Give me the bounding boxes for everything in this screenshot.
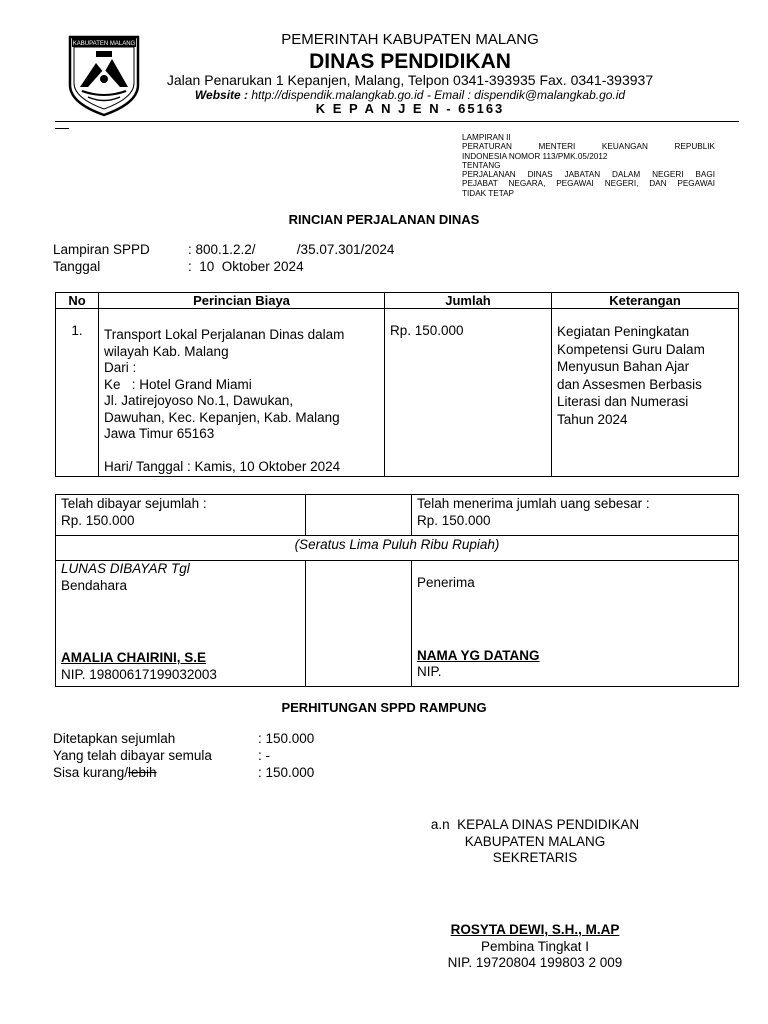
treasurer-role: Bendahara (61, 577, 128, 593)
date-value: : 10 Oktober 2024 (188, 259, 304, 274)
lampiran-line: TENTANG (462, 160, 501, 170)
lampiran-line: LAMPIRAN II (462, 133, 511, 142)
row-amount: Rp. 150.000 (390, 323, 464, 338)
remarks-line: Tahun 2024 (557, 411, 628, 427)
detail-line: wilayah Kab. Malang (104, 343, 229, 359)
col-amount: Jumlah (385, 293, 552, 309)
signatory-nip: NIP. 19720804 199803 2 009 (447, 955, 623, 970)
summary-title: PERHITUNGAN SPPD RAMPUNG (281, 700, 487, 715)
date-label: Tanggal (53, 259, 101, 274)
detail-line: Dari : (104, 360, 137, 375)
detail-line: Transport Lokal Perjalanan Dinas dalam (104, 327, 345, 342)
paid-block (56, 495, 305, 529)
lampiran-block (462, 133, 715, 198)
summary-label-1: Ditetapkan sejumlah (53, 731, 176, 746)
website-label: Website : (194, 88, 249, 102)
remarks-line: Literasi dan Numerasi (557, 394, 689, 409)
receiver-role: Penerima (417, 575, 475, 590)
header-city: K E P A N J E N - 65163 (315, 101, 505, 116)
summary-value-1: : 150.000 (258, 731, 315, 746)
receiver-name: NAMA YG DATANG (417, 647, 540, 663)
row-remarks (552, 309, 738, 428)
header-website (150, 88, 670, 102)
sign-line: SEKRETARIS (492, 850, 578, 865)
detail-line: Dawuhan, Kec. Kepanjen, Kab. Malang (104, 409, 340, 425)
paid-label: Telah dibayar sejumlah : (61, 496, 207, 511)
amount-in-words: (Seratus Lima Puluh Ribu Rupiah) (294, 537, 500, 552)
receiver-nip: NIP. (417, 664, 442, 679)
sppd-label: Lampiran SPPD (53, 242, 150, 257)
summary-label-2: Yang telah dibayar semula (53, 748, 212, 763)
col-remarks: Keterangan (552, 293, 739, 309)
website-text: http://dispendik.malangkab.go.id - Email : dispendik@malangkab.go.id (248, 88, 626, 102)
treasurer-name: AMALIA CHAIRINI, S.E (61, 650, 206, 665)
kabupaten-malang-logo (66, 33, 142, 117)
col-no: No (56, 293, 99, 309)
remarks-line: dan Assesmen Berbasis (557, 376, 702, 392)
lampiran-line: INDONESIA NOMOR 113/PMK.05/2012 (462, 151, 608, 161)
treasurer-block (56, 561, 305, 683)
lunas-label: LUNAS DIBAYAR Tgl (61, 561, 190, 576)
payment-table (55, 494, 739, 687)
signatory-rank: Pembina Tingkat I (480, 938, 590, 954)
crest-icon (66, 33, 142, 117)
lampiran-line: PERATURAN MENTERI KEUANGAN REPUBLIK (462, 142, 715, 152)
table-row (56, 309, 739, 477)
logo-text: KABUPATEN MALANG (72, 41, 136, 47)
col-detail: Perincian Biaya (99, 293, 385, 309)
sign-line: a.n KEPALA DINAS PENDIDIKAN (430, 817, 640, 832)
signature-block (380, 817, 690, 867)
sppd-value: : 800.1.2.2/ /35.07.301/2024 (188, 242, 395, 257)
detail-line: Hari/ Tanggal : Kamis, 10 Oktober 2024 (104, 459, 341, 474)
summary-value-2: : - (258, 748, 270, 763)
detail-line (104, 443, 379, 460)
header-address: Jalan Penarukan 1 Kepanjen, Malang, Telpon 0341-393935 Fax. 0341-393937 (166, 72, 654, 88)
summary-label-3: Sisa kurang/lebih (53, 765, 157, 780)
signature-row (56, 561, 739, 687)
header-government: PEMERINTAH KABUPATEN MALANG (281, 31, 539, 48)
detail-line: Jl. Jatirejoyoso No.1, Dawukan, (104, 393, 294, 408)
lampiran-line: PERJALANAN DINAS JABATAN DALAM NEGERI BAGI (462, 170, 715, 180)
sign-line: KABUPATEN MALANG (464, 833, 606, 849)
row-detail (99, 309, 384, 476)
remarks-line: Kompetensi Guru Dalam (557, 341, 705, 357)
header-rule-short (55, 128, 69, 129)
received-block (412, 495, 738, 529)
document-title: RINCIAN PERJALANAN DINAS (288, 212, 480, 227)
cost-table (55, 292, 739, 477)
detail-line: Ke : Hotel Grand Miami (104, 376, 252, 392)
signatory-block (380, 922, 690, 972)
summary-value-3: : 150.000 (258, 765, 315, 780)
remarks-line: Kegiatan Peningkatan (557, 324, 690, 339)
received-amount: Rp. 150.000 (417, 512, 491, 528)
receiver-block (412, 561, 738, 681)
table-header-row (56, 293, 739, 309)
signatory-name: ROSYTA DEWI, S.H., M.AP (450, 922, 620, 937)
payment-row (56, 495, 739, 536)
received-label: Telah menerima jumlah uang sebesar : (417, 496, 650, 511)
detail-line: Jawa Timur 65163 (104, 426, 215, 441)
paid-amount: Rp. 150.000 (61, 512, 135, 528)
lampiran-line: TIDAK TETAP (462, 188, 515, 198)
header-office: DINAS PENDIDIKAN (309, 50, 511, 73)
remarks-line: Menyusun Bahan Ajar (557, 359, 690, 374)
header-rule (55, 121, 739, 122)
row-no: 1. (71, 323, 83, 338)
treasurer-nip: NIP. 19800617199032003 (61, 666, 217, 682)
lampiran-line: PEJABAT NEGARA, PEGAWAI NEGERI, DAN PEGAWAI (462, 179, 715, 189)
